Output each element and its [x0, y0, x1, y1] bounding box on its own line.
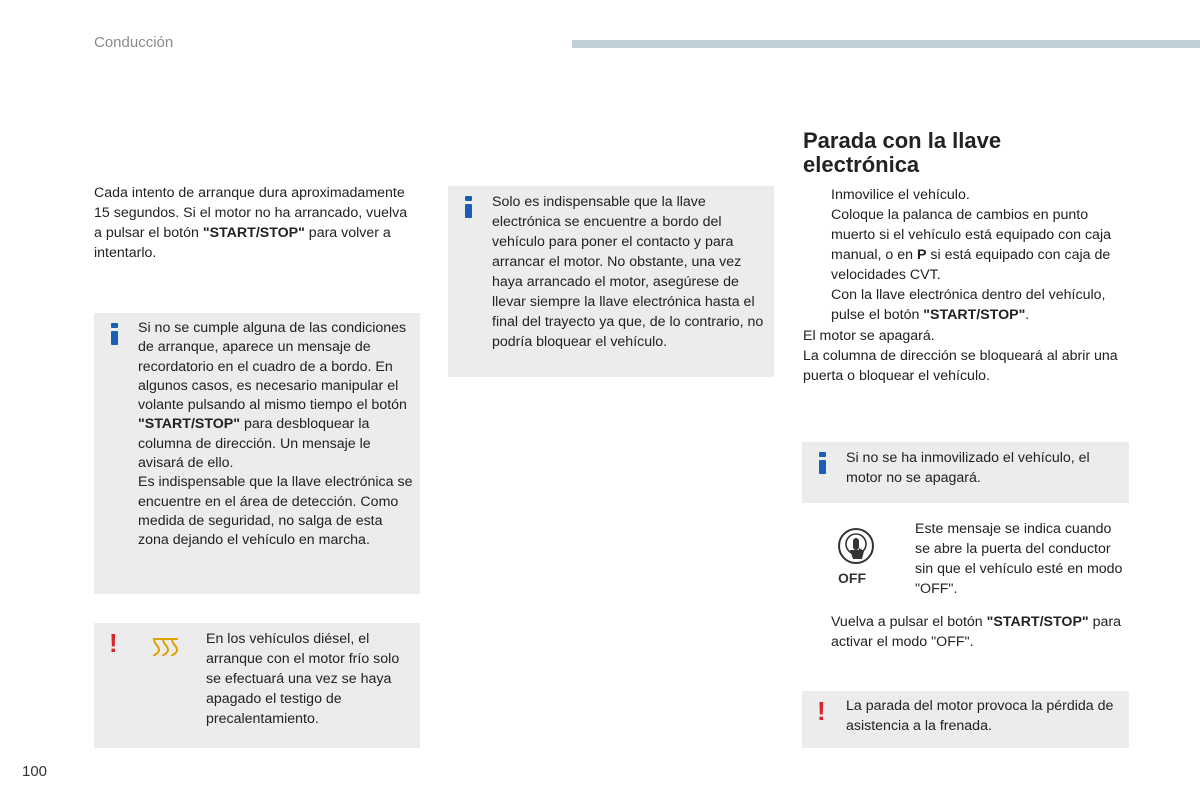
section-label: Conducción	[94, 34, 174, 51]
info-box-start-conditions	[94, 313, 420, 594]
stop-result-text: El motor se apagará. La columna de dirección se bloqueará al abrir una puerta o bloquear el vehículo.	[803, 328, 1118, 384]
intro-paragraph: Cada intento de arranque dura aproximadamente 15 segundos. Si el motor no ha arrancado, vuelva a pulsar el botón "START/STOP" para volver a intentarlo.	[94, 185, 408, 261]
header-bar	[572, 40, 1200, 48]
info-icon	[465, 196, 472, 218]
warning-box-brake-assist	[802, 691, 1129, 748]
list-item: Con la llave electrónica dentro del vehículo, pulse el botón "START/STOP".	[831, 287, 1106, 323]
info-box-not-immobilised	[802, 442, 1129, 503]
list-item: Inmovilice el vehículo.	[831, 187, 970, 203]
info-box-key-onboard	[448, 186, 774, 377]
glow-plug-icon	[152, 637, 180, 662]
off-message-text: Este mensaje se indica cuando se abre la puerta del conductor sin que el vehículo esté en modo "OFF".	[915, 521, 1123, 597]
page-number: 100	[22, 763, 48, 780]
warning-box-diesel	[94, 623, 420, 748]
info-icon	[111, 323, 118, 345]
warning-icon: !	[817, 696, 826, 726]
off-label: OFF	[838, 570, 866, 586]
list-item: Vuelva a pulsar el botón "START/STOP" para activar el modo "OFF".	[831, 614, 1121, 650]
warning-text: En los vehículos diésel, el arranque con el motor frío solo se efectuará una vez se haya apagado el testigo de precalentamiento.	[206, 631, 400, 727]
info-text: Si no se cumple alguna de las condiciones de arranque, aparece un mensaje de recordatorio en el cuadro de a bordo. En algunos casos, es necesario manipular el volante pulsando al mismo tiempo el botón "START/STOP" para desbloquear la columna de dirección. Un mensaje le avisará de ello.	[138, 320, 407, 472]
warning-text: La parada del motor provoca la pérdida de asistencia a la frenada.	[846, 698, 1114, 734]
key-off-icon	[834, 526, 878, 588]
info-text-2: Es indispensable que la llave electrónica se encuentre en el área de detección. Como medida de seguridad, no salga de esta zona dejando el vehículo en marcha.	[138, 474, 413, 549]
off-steps-list	[803, 612, 1129, 652]
info-icon	[819, 452, 826, 474]
list-item: Coloque la palanca de cambios en punto muerto si el vehículo está equipado con caja manual, o en P si está equipado con caja de velocidades CVT.	[831, 207, 1111, 283]
stop-steps-list	[803, 185, 1129, 325]
info-text: Si no se ha inmovilizado el vehículo, el motor no se apagará.	[846, 450, 1090, 486]
warning-icon: !	[109, 628, 118, 658]
section-title: Parada con la llave electrónica	[803, 128, 1002, 177]
info-text: Solo es indispensable que la llave electrónica se encuentre a bordo del vehículo para poner el contacto y para arrancar el motor. No obstante, una vez haya arrancado el motor, asegúrese de llevar siempre la llave electrónica hasta el final del trayecto ya que, de lo contrario, no podría bloquear el vehículo.	[492, 194, 764, 350]
